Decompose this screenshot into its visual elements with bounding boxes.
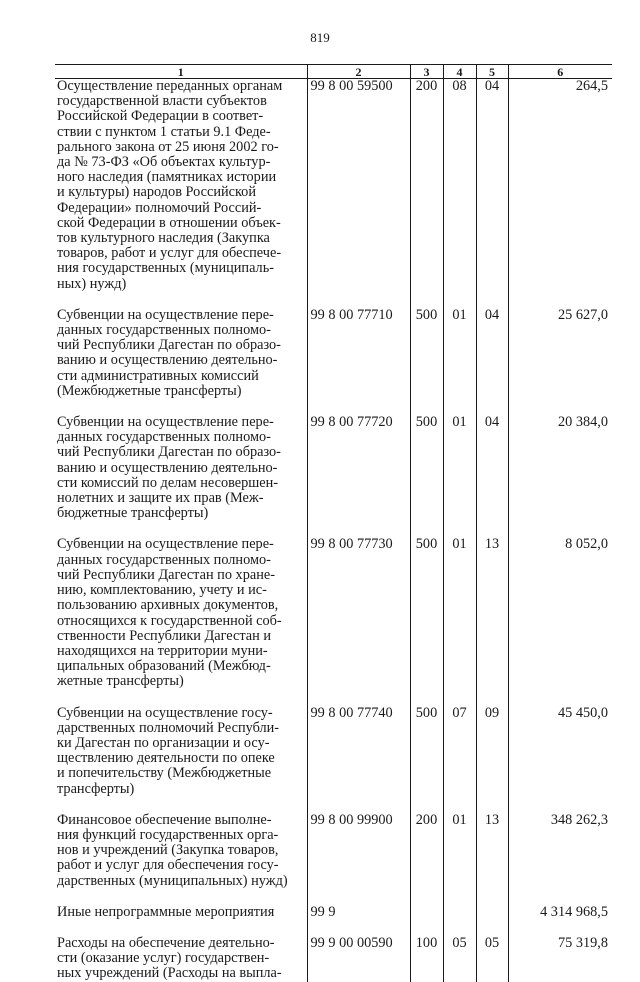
header-col-6: 6 (508, 65, 612, 79)
row-amount: 264,5 (508, 79, 612, 308)
description-line: Субвенции на осуществление госу- (57, 704, 273, 721)
description-line: ственности Республики Дагестан и (57, 627, 271, 644)
header-col-5: 5 (476, 65, 508, 79)
row-section: 01 (443, 813, 476, 905)
row-amount: 8 052,0 (508, 537, 612, 705)
description-line: дарственных (муниципальных) нужд) (57, 872, 288, 889)
row-description (55, 415, 307, 537)
row-expense-type: 500 (410, 706, 443, 813)
row-section: 01 (443, 415, 476, 537)
row-expense-type: 100 (410, 936, 443, 982)
row-expense-type: 500 (410, 308, 443, 415)
row-description (55, 706, 307, 813)
description-line: Субвенции на осуществление пере- (57, 306, 274, 323)
header-col-1: 1 (55, 65, 307, 79)
description-line: работ и услуг для обеспечения госу- (57, 857, 279, 874)
description-line: чий Республики Дагестан по хране- (57, 566, 275, 583)
description-line: ствии с пунктом 1 статьи 9.1 Феде- (57, 123, 271, 140)
row-section: 07 (443, 706, 476, 813)
description-line: данных государственных полномо- (57, 551, 271, 568)
description-line: ванию и осуществлению деятельно- (57, 352, 278, 369)
description-line: да № 73-ФЗ «Об объектах культур- (57, 154, 271, 171)
table-row (55, 415, 612, 537)
description-line: Субвенции на осуществление пере- (57, 414, 274, 431)
table-row (55, 905, 612, 936)
header-col-4: 4 (443, 65, 476, 79)
description-line: Финансовое обеспечение выполне- (57, 811, 272, 828)
row-description (55, 79, 307, 308)
description-line: данных государственных полномо- (57, 322, 271, 339)
row-expense-type: 500 (410, 415, 443, 537)
description-line: пользованию архивных документов, (57, 597, 279, 614)
description-line: сти комиссий по делам несовершен- (57, 474, 279, 491)
row-code: 99 8 00 77710 (307, 308, 410, 415)
description-line: сти (оказание услуг) государствен- (57, 950, 270, 967)
description-line: чий Республики Дагестан по образо- (57, 444, 281, 461)
description-line: и попечительству (Межбюджетные (57, 765, 272, 782)
description-line: находящихся на территории муни- (57, 642, 268, 659)
table-row (55, 308, 612, 415)
description-line: Осуществление переданных органам (57, 78, 283, 94)
table-row (55, 79, 612, 308)
row-code: 99 8 00 59500 (307, 79, 410, 308)
row-subsection: 04 (476, 415, 508, 537)
description-line: Субвенции на осуществление пере- (57, 536, 274, 553)
row-amount: 75 319,8 (508, 936, 612, 982)
description-line: ных) нужд) (57, 275, 127, 292)
header-col-3: 3 (410, 65, 443, 79)
description-line: нов и учреждений (Закупка товаров, (57, 842, 279, 859)
description-line: бюджетные трансферты) (57, 505, 209, 522)
header-row (55, 65, 612, 79)
row-amount: 348 262,3 (508, 813, 612, 905)
row-description (55, 537, 307, 705)
description-line: Иные непрограммные мероприятия (57, 903, 275, 920)
row-amount: 4 314 968,5 (508, 905, 612, 936)
row-subsection (476, 905, 508, 936)
description-line: чий Республики Дагестан по образо- (57, 337, 281, 354)
description-line: и культуры) народов Российской (57, 184, 256, 201)
description-line: нию, комплектованию, учету и ис- (57, 582, 267, 599)
description-line: данных государственных полномо- (57, 429, 271, 446)
row-subsection: 13 (476, 813, 508, 905)
row-code: 99 9 (307, 905, 410, 936)
description-line: дарственных полномочий Республи- (57, 719, 280, 736)
description-line: (Межбюджетные трансферты) (57, 382, 242, 399)
row-section: 01 (443, 308, 476, 415)
description-line: Российской Федерации в соответ- (57, 108, 264, 125)
row-amount: 25 627,0 (508, 308, 612, 415)
row-section: 05 (443, 936, 476, 982)
row-subsection: 05 (476, 936, 508, 982)
row-expense-type: 200 (410, 79, 443, 308)
description-line: жетные трансферты) (57, 673, 184, 690)
row-expense-type: 500 (410, 537, 443, 705)
budget-table-container (55, 64, 612, 982)
description-line: ципальных образований (Межбюд- (57, 658, 271, 675)
description-line: относящихся к государственной соб- (57, 612, 282, 629)
description-line: трансферты) (57, 780, 135, 797)
row-expense-type (410, 905, 443, 936)
description-line: ных учреждений (Расходы на выпла- (57, 965, 282, 982)
description-line: тов культурного наследия (Закупка (57, 230, 270, 247)
table-row (55, 537, 612, 705)
description-line: ного наследия (памятниках истории (57, 169, 277, 186)
description-line: сти административных комиссий (57, 367, 259, 384)
row-code: 99 9 00 00590 (307, 936, 410, 982)
row-description (55, 905, 307, 936)
row-subsection: 04 (476, 79, 508, 308)
page-number: 819 (310, 30, 330, 45)
description-line: товаров, работ и услуг для обеспече- (57, 245, 282, 262)
description-line: ния государственных (муниципаль- (57, 260, 274, 277)
row-code: 99 8 00 77740 (307, 706, 410, 813)
row-section: 01 (443, 537, 476, 705)
description-line: ки Дагестан по организации и осу- (57, 734, 270, 751)
description-line: ванию и осуществлению деятельно- (57, 459, 278, 476)
table-row (55, 706, 612, 813)
row-code: 99 8 00 77730 (307, 537, 410, 705)
table-row (55, 813, 612, 905)
row-subsection: 09 (476, 706, 508, 813)
row-code: 99 8 00 99900 (307, 813, 410, 905)
row-subsection: 13 (476, 537, 508, 705)
row-description (55, 813, 307, 905)
row-subsection: 04 (476, 308, 508, 415)
row-section (443, 905, 476, 936)
description-line: ния функций государственных орга- (57, 826, 279, 843)
row-section: 08 (443, 79, 476, 308)
header-col-2: 2 (307, 65, 410, 79)
table-body (55, 79, 612, 982)
description-line: ской Федерации в отношении объек- (57, 214, 281, 231)
description-line: Расходы на обеспечение деятельно- (57, 934, 275, 951)
row-amount: 45 450,0 (508, 706, 612, 813)
table-row (55, 936, 612, 982)
row-code: 99 8 00 77720 (307, 415, 410, 537)
row-amount: 20 384,0 (508, 415, 612, 537)
description-line: государственной власти субъектов (57, 93, 267, 110)
description-line: рального закона от 25 июня 2002 го- (57, 138, 279, 155)
description-line: нолетних и защите их прав (Меж- (57, 490, 264, 507)
description-line: ществлению деятельности по опеке (57, 750, 275, 767)
row-description (55, 308, 307, 415)
description-line: Федерации» полномочий Россий- (57, 199, 262, 216)
row-expense-type: 200 (410, 813, 443, 905)
row-description (55, 936, 307, 982)
budget-table (55, 64, 612, 982)
